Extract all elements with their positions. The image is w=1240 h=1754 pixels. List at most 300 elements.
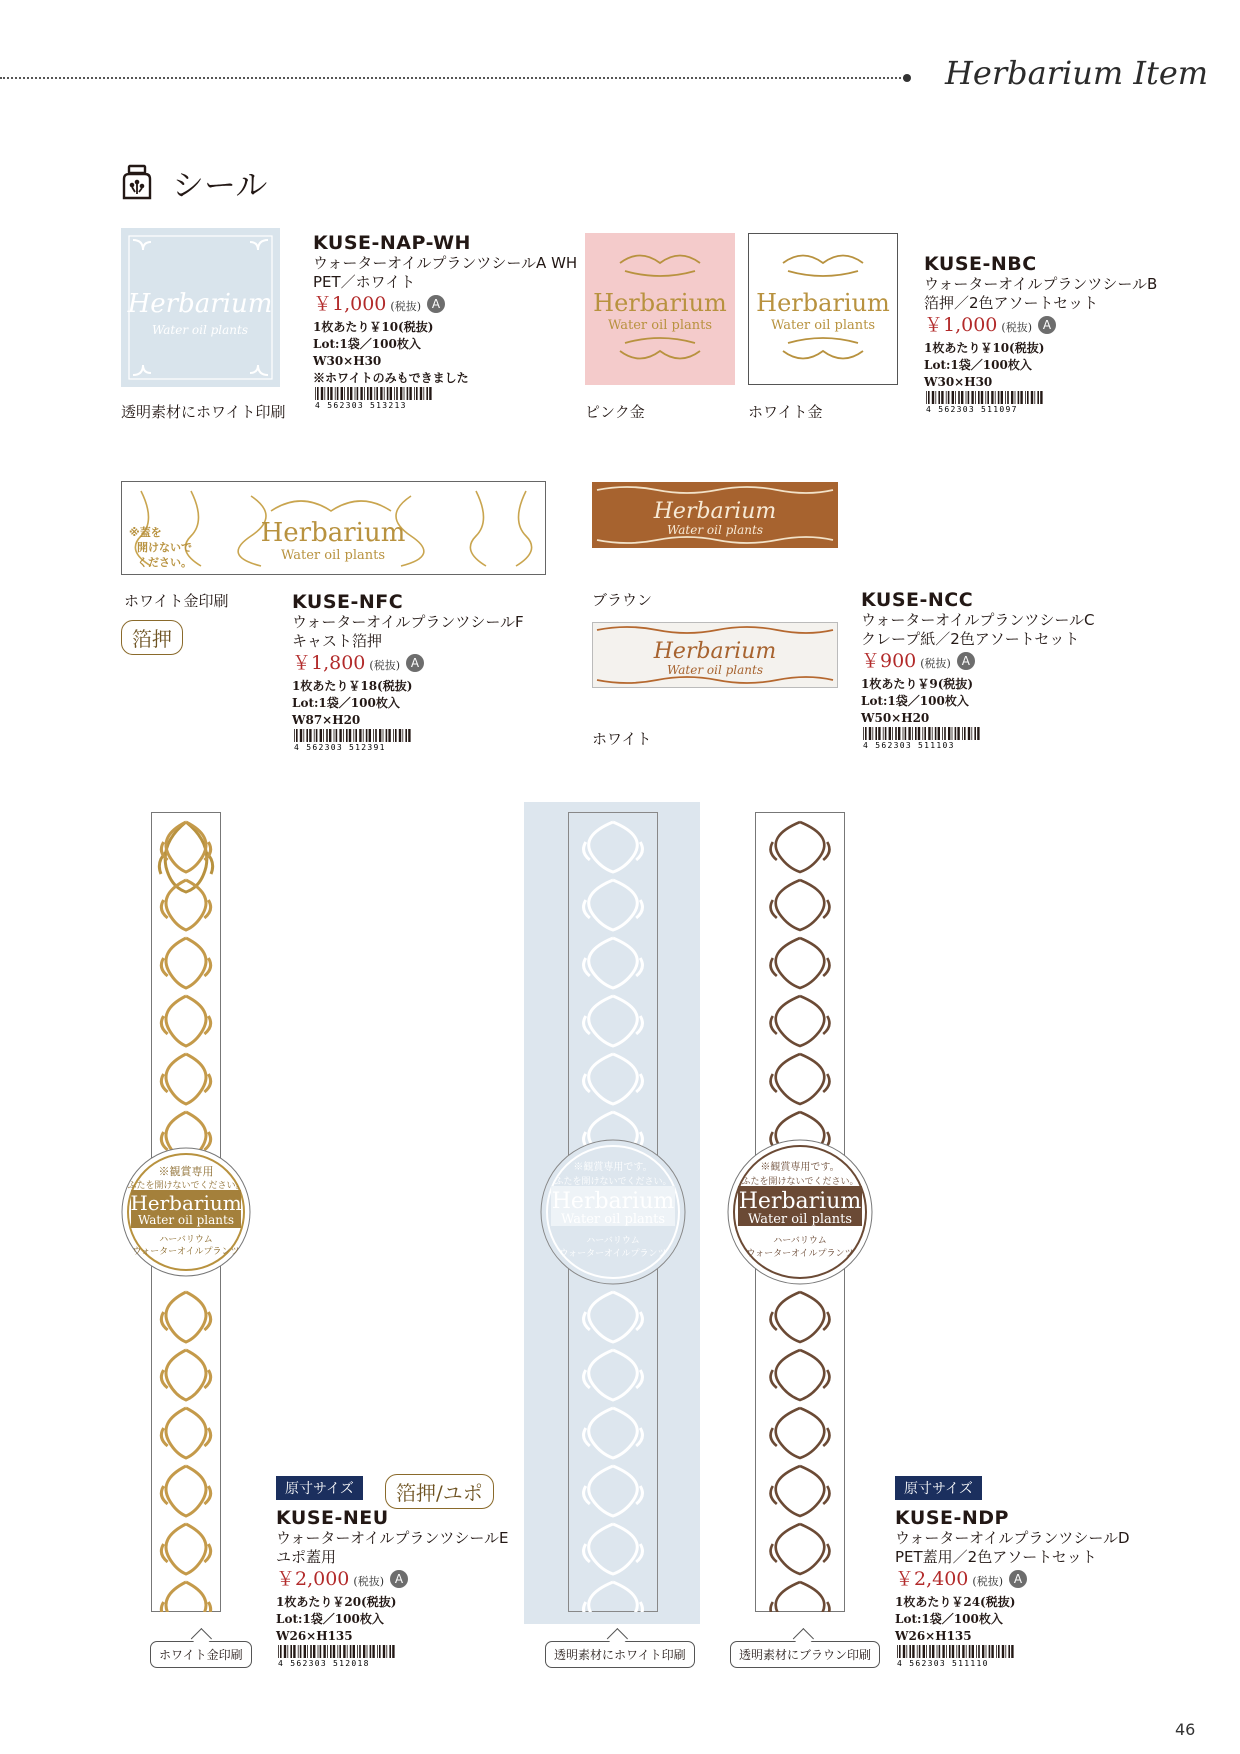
full-size-tag-ndp: 原寸サイズ (895, 1476, 982, 1500)
barcode-bar (296, 729, 298, 742)
grade-badge: A (427, 295, 445, 313)
product-desc-1: ウォーターオイルプランツシールC (861, 611, 1095, 629)
barcode-bar (977, 727, 979, 740)
svg-text:Herbarium: Herbarium (756, 289, 890, 317)
product-price: ￥2,000 (税抜) A (276, 1567, 509, 1594)
barcode-bar (303, 729, 304, 742)
barcode-bar (961, 391, 963, 404)
barcode-bar (944, 727, 946, 740)
label-swatch-nbc-white (748, 233, 898, 385)
barcode-bar (975, 391, 976, 404)
barcode-bar (404, 387, 405, 400)
barcode-bar (942, 727, 943, 740)
barcode-bar (400, 387, 402, 400)
barcode-bar (1037, 391, 1039, 404)
barcode-bar (420, 387, 422, 400)
barcode-bar (323, 729, 324, 742)
svg-text:Water oil plants: Water oil plants (151, 323, 249, 337)
barcode-bar (942, 1645, 944, 1658)
barcode-bar (948, 391, 950, 404)
barcode-bar (917, 1645, 918, 1658)
product-code: KUSE-NBC (924, 253, 1037, 275)
svg-text:Water oil plants: Water oil plants (770, 318, 876, 333)
svg-text:ハーバリウム: ハーバリウム (586, 1236, 640, 1246)
svg-text:ハーバリウム: ハーバリウム (159, 1235, 213, 1245)
svg-text:4 562303 511097: 4 562303 511097 (926, 405, 1018, 413)
barcode-bar (366, 729, 368, 742)
barcode-bar (872, 727, 873, 740)
ornament-motif (584, 1054, 643, 1104)
barcode-bar (284, 1645, 286, 1658)
barcode-bar (1011, 391, 1013, 404)
barcode-bar (932, 1645, 934, 1658)
barcode-bar (309, 729, 311, 742)
barcode-bar (369, 729, 371, 742)
barcode (924, 391, 1046, 413)
product-desc-2: キャスト箔押 (292, 632, 383, 650)
barcode-bar (875, 727, 877, 740)
barcode-bar (327, 1645, 328, 1658)
grade-badge: A (406, 654, 424, 672)
barcode-bar (991, 391, 993, 404)
barcode-bar (293, 1645, 295, 1658)
barcode-bar (946, 1645, 947, 1658)
barcode-bar (863, 727, 864, 740)
lot: Lot:1袋／100枚入 (292, 696, 400, 710)
barcode-bar (392, 1645, 394, 1658)
barcode-bar (1005, 1645, 1006, 1658)
barcode-bar (912, 1645, 914, 1658)
barcode-bar (974, 727, 976, 740)
product-desc-2: ユポ蓋用 (276, 1548, 337, 1566)
svg-text:4 562303 512391: 4 562303 512391 (294, 743, 386, 751)
barcode-bar (908, 727, 910, 740)
barcode-bar (928, 727, 930, 740)
header-rule-dot (903, 74, 911, 82)
barcode-bar (334, 729, 335, 742)
svg-text:ふたを開けないでください。: ふたを開けないでください。 (127, 1181, 245, 1191)
barcode-bar (935, 391, 936, 404)
barcode-bar (909, 1645, 911, 1658)
svg-text:Water oil plants: Water oil plants (607, 318, 713, 333)
product-desc-1: ウォーターオイルプランツシールA WH (313, 254, 578, 272)
barcode-bar (315, 387, 316, 400)
barcode-bar (316, 729, 318, 742)
svg-text:※観賞専用です。: ※観賞専用です。 (573, 1162, 653, 1173)
unit-price: 1枚あたり￥10(税抜) (924, 341, 1045, 355)
barcode-bar (347, 387, 349, 400)
barcode-bar (416, 387, 418, 400)
barcode-bar (363, 729, 364, 742)
barcode-bar (330, 1645, 332, 1658)
barcode-bar (924, 727, 926, 740)
barcode-bar (280, 1645, 282, 1658)
barcode-bar (972, 1645, 974, 1658)
barcode-bar (370, 1645, 372, 1658)
barcode-bar (1008, 1645, 1010, 1658)
barcode-bar (968, 727, 970, 740)
barcode (861, 727, 983, 749)
svg-text:Water oil plants: Water oil plants (560, 1212, 666, 1227)
lot: Lot:1袋／100枚入 (313, 337, 421, 351)
barcode-bar (1040, 391, 1042, 404)
barcode-bar (414, 387, 415, 400)
barcode-bar (998, 1645, 1000, 1658)
barcode-bar (991, 1645, 993, 1658)
barcode-bar (314, 729, 315, 742)
barcode-bar (335, 387, 336, 400)
barcode-bar (349, 729, 351, 742)
barcode-bar (1015, 391, 1016, 404)
barcode-bar (957, 727, 959, 740)
barcode-bar (966, 1645, 967, 1658)
barcode-bar (1011, 1645, 1013, 1658)
barcode-bar (948, 727, 950, 740)
svg-text:Herbarium: Herbarium (130, 1191, 242, 1215)
barcode-bar (389, 1645, 391, 1658)
barcode-bar (1020, 391, 1022, 404)
barcode-bar (962, 1645, 964, 1658)
ornament-motif (584, 1582, 643, 1612)
label-swatch-nfc (121, 481, 546, 575)
size: W30×H30 (313, 354, 382, 368)
barcode (276, 1645, 398, 1667)
barcode-bar (346, 729, 348, 742)
grade-badge: A (390, 1570, 408, 1588)
product-desc-2: クレープ紙／2色アソートセット (861, 630, 1080, 648)
svg-text:Herbarium: Herbarium (593, 289, 727, 317)
barcode-bar (405, 729, 407, 742)
barcode-bar (290, 1645, 292, 1658)
barcode-bar (976, 1645, 977, 1658)
caption-brown: ブラウン (592, 591, 653, 609)
product-price: ￥1,000 (税抜) A (924, 313, 1157, 340)
svg-text:Water oil plants: Water oil plants (280, 548, 386, 563)
size: W50×H20 (861, 711, 930, 725)
label-swatch-ncc-white (592, 622, 838, 688)
barcode-bar (962, 727, 963, 740)
barcode-bar (326, 729, 328, 742)
barcode-bar (987, 391, 989, 404)
grade-badge: A (957, 652, 975, 670)
size: W30×H30 (924, 375, 993, 389)
barcode-bar (969, 1645, 971, 1658)
size: W26×H135 (276, 1629, 353, 1643)
barcode-bar (1005, 391, 1006, 404)
barcode-bar (958, 1645, 960, 1658)
barcode-bar (388, 729, 390, 742)
barcode-bar (357, 387, 359, 400)
barcode-bar (903, 1645, 905, 1658)
svg-text:4 562303 511110: 4 562303 511110 (897, 1659, 989, 1667)
barcode-bar (897, 1645, 898, 1658)
barcode-bar (989, 1645, 991, 1658)
barcode-bar (395, 729, 397, 742)
barcode-bar (287, 1645, 288, 1658)
ornament-motif (584, 1408, 643, 1458)
barcode-bar (941, 391, 943, 404)
svg-text:ウォーターオイルプランツ: ウォーターオイルプランツ (559, 1249, 667, 1259)
svg-text:Herbarium: Herbarium (653, 639, 777, 664)
barcode (313, 387, 435, 409)
barcode-bar (367, 1645, 368, 1658)
barcode-bar (278, 1645, 279, 1658)
product-price: ￥2,400 (税抜) A (895, 1567, 1130, 1594)
barcode-bar (320, 729, 322, 742)
barcode-bar (932, 391, 934, 404)
svg-text:ふたを開けないでください。: ふたを開けないでください。 (741, 1177, 859, 1187)
brand-title: Herbarium Item (945, 54, 1209, 92)
barcode (292, 729, 414, 751)
product-price: ￥1,000 (税抜) A (313, 292, 577, 319)
barcode-bar (336, 729, 338, 742)
barcode-bar (353, 1645, 355, 1658)
product-code: KUSE-NFC (292, 591, 404, 613)
svg-text:Water oil plants: Water oil plants (137, 1213, 235, 1227)
svg-text:ウォーターオイルプランツ: ウォーターオイルプランツ (132, 1247, 240, 1257)
svg-text:※観賞専用: ※観賞専用 (158, 1165, 214, 1178)
barcode-bar (355, 729, 357, 742)
barcode-bar (952, 391, 954, 404)
barcode-bar (329, 729, 331, 742)
barcode-bar (333, 1645, 335, 1658)
barcode-bar (929, 1645, 931, 1658)
barcode-bar (355, 387, 356, 400)
barcode-bar (938, 727, 940, 740)
barcode-bar (313, 1645, 315, 1658)
barcode-bar (324, 387, 325, 400)
svg-text:Water oil plants: Water oil plants (666, 663, 764, 677)
barcode-bar (899, 1645, 901, 1658)
barcode-bar (1018, 391, 1020, 404)
barcode-bar (304, 1645, 306, 1658)
svg-text:Water oil plants: Water oil plants (666, 523, 764, 537)
svg-text:Herbarium: Herbarium (551, 1189, 675, 1214)
barcode-bar (937, 1645, 938, 1658)
product-bottle-icon (118, 163, 158, 203)
barcode-bar (429, 387, 431, 400)
lot: Lot:1袋／100枚入 (895, 1612, 1003, 1626)
svg-text:Herbarium: Herbarium (738, 1189, 862, 1214)
barcode-bar (865, 727, 867, 740)
caption-nap-wh: 透明素材にホワイト印刷 (121, 403, 286, 421)
callout-clear-white: 透明素材にホワイト印刷 (545, 1641, 695, 1668)
barcode-bar (409, 387, 411, 400)
barcode-bar (966, 391, 967, 404)
product-info-nap-wh (313, 232, 577, 413)
barcode-bar (393, 729, 394, 742)
barcode-bar (932, 727, 933, 740)
full-size-tag-neu: 原寸サイズ (276, 1476, 363, 1500)
barcode-bar (390, 387, 392, 400)
foil-badge-neu: 箔押/ユポ (385, 1474, 494, 1509)
label-swatch-nap-wh (121, 228, 280, 387)
barcode-bar (323, 1645, 325, 1658)
grade-badge: A (1038, 316, 1056, 334)
barcode-bar (386, 729, 388, 742)
unit-price: 1枚あたり￥20(税抜) (276, 1595, 397, 1609)
barcode-bar (918, 727, 920, 740)
barcode-bar (878, 727, 880, 740)
barcode-bar (978, 391, 980, 404)
barcode-bar (321, 387, 323, 400)
label-swatch-ncc-brown (592, 482, 838, 548)
barcode-bar (1027, 391, 1029, 404)
svg-text:4 562303 512018: 4 562303 512018 (278, 1659, 370, 1667)
barcode-bar (926, 1645, 927, 1658)
barcode-bar (968, 391, 970, 404)
barcode-bar (294, 729, 295, 742)
product-desc-1: ウォーターオイルプランツシールE (276, 1529, 509, 1547)
svg-text:ください。: ください。 (137, 556, 192, 569)
barcode-bar (318, 1645, 319, 1658)
svg-text:ハーバリウム: ハーバリウム (773, 1236, 827, 1246)
barcode-bar (360, 387, 362, 400)
barcode-bar (996, 1645, 997, 1658)
barcode-bar (915, 727, 917, 740)
barcode-bar (923, 1645, 925, 1658)
svg-text:ふたを開けないでください。: ふたを開けないでください。 (554, 1177, 672, 1187)
barcode-bar (367, 387, 369, 400)
barcode-bar (955, 727, 957, 740)
barcode-bar (359, 729, 361, 742)
ornament-motif (584, 938, 643, 988)
svg-text:4 562303 513213: 4 562303 513213 (315, 401, 407, 409)
product-info-neu (276, 1507, 509, 1671)
barcode-bar (1007, 391, 1009, 404)
barcode-bar (339, 1645, 341, 1658)
barcode-bar (320, 1645, 322, 1658)
barcode-bar (906, 1645, 907, 1658)
lot: Lot:1袋／100枚入 (861, 694, 969, 708)
product-info-nbc (924, 253, 1157, 417)
barcode-bar (971, 391, 973, 404)
caption-nfc: ホワイト金印刷 (124, 592, 229, 610)
caption-pink-gold: ピンク金 (585, 403, 645, 421)
callout-clear-brown: 透明素材にブラウン印刷 (730, 1641, 880, 1668)
product-desc-2: PET／ホワイト (313, 273, 416, 291)
barcode-bar (337, 387, 339, 400)
header-dotted-rule (0, 77, 905, 79)
grade-badge: A (1009, 1570, 1027, 1588)
barcode-bar (300, 729, 302, 742)
barcode-bar (885, 727, 887, 740)
barcode-bar (407, 387, 409, 400)
unit-price: 1枚あたり￥18(税抜) (292, 679, 413, 693)
caption-white-gold: ホワイト金 (748, 403, 823, 421)
barcode-bar (394, 387, 395, 400)
svg-text:Herbarium: Herbarium (260, 518, 406, 548)
barcode-bar (869, 727, 871, 740)
barcode-bar (938, 391, 940, 404)
svg-text:※観賞専用です。: ※観賞専用です。 (760, 1162, 840, 1173)
barcode-bar (359, 1645, 361, 1658)
note: ※ホワイトのみもできました (313, 371, 469, 385)
lid-seal-brown (720, 812, 880, 1612)
barcode-bar (341, 387, 343, 400)
svg-text:※蓋を: ※蓋を (129, 526, 162, 539)
size: W87×H20 (292, 713, 361, 727)
barcode-bar (981, 391, 983, 404)
barcode-bar (310, 1645, 312, 1658)
barcode-bar (380, 387, 382, 400)
ornament-motif (584, 1466, 643, 1516)
product-desc-1: ウォーターオイルプランツシールB (924, 275, 1158, 293)
barcode-bar (402, 729, 403, 742)
barcode-bar (298, 1645, 299, 1658)
unit-price: 1枚あたり￥24(税抜) (895, 1595, 1016, 1609)
barcode-bar (353, 729, 354, 742)
barcode-bar (343, 1645, 345, 1658)
barcode-bar (985, 391, 986, 404)
barcode-bar (307, 1645, 308, 1658)
svg-text:開けないで: 開けないで (137, 541, 192, 554)
barcode-bar (379, 1645, 381, 1658)
barcode-bar (384, 387, 385, 400)
barcode-bar (898, 727, 900, 740)
barcode-bar (995, 391, 996, 404)
barcode-bar (373, 729, 374, 742)
barcode-bar (375, 729, 377, 742)
barcode-bar (939, 1645, 941, 1658)
barcode-bar (958, 391, 960, 404)
barcode-bar (426, 387, 428, 400)
barcode-bar (889, 727, 891, 740)
barcode-bar (955, 391, 956, 404)
product-price: ￥1,800 (税抜) A (292, 651, 524, 678)
product-desc-1: ウォーターオイルプランツシールF (292, 613, 524, 631)
barcode-bar (372, 1645, 374, 1658)
barcode-bar (956, 1645, 957, 1658)
svg-text:Herbarium: Herbarium (127, 289, 273, 319)
product-code: KUSE-NAP-WH (313, 232, 471, 254)
barcode-bar (396, 387, 398, 400)
barcode-bar (978, 1645, 980, 1658)
barcode-bar (330, 387, 332, 400)
product-desc-2: PET蓋用／2色アソートセット (895, 1548, 1097, 1566)
size: W26×H135 (895, 1629, 972, 1643)
foil-badge-nfc: 箔押 (121, 620, 183, 655)
unit-price: 1枚あたり￥10(税抜) (313, 320, 434, 334)
section-title: シール (172, 166, 268, 204)
barcode-bar (344, 387, 345, 400)
barcode-bar (949, 1645, 951, 1658)
product-code: KUSE-NCC (861, 589, 974, 611)
ornament-motif (584, 1292, 643, 1342)
barcode-bar (383, 1645, 385, 1658)
barcode-bar (998, 391, 1000, 404)
ornament-motif (584, 1524, 643, 1574)
barcode-bar (892, 727, 893, 740)
ornament-motif (584, 1350, 643, 1400)
svg-text:Herbarium: Herbarium (653, 499, 777, 524)
barcode-bar (1001, 391, 1003, 404)
barcode-bar (912, 727, 913, 740)
barcode-bar (903, 727, 904, 740)
barcode-bar (364, 387, 365, 400)
product-info-ncc (861, 589, 1095, 753)
barcode-bar (347, 1645, 348, 1658)
product-desc-1: ウォーターオイルプランツシールD (895, 1529, 1130, 1547)
product-code: KUSE-NDP (895, 1507, 1009, 1529)
barcode-bar (350, 1645, 352, 1658)
lid-seal-gold (121, 812, 251, 1612)
barcode-bar (399, 729, 401, 742)
barcode-bar (377, 1645, 378, 1658)
unit-price: 1枚あたり￥9(税抜) (861, 677, 974, 691)
barcode-bar (971, 727, 972, 740)
barcode-bar (1002, 1645, 1004, 1658)
